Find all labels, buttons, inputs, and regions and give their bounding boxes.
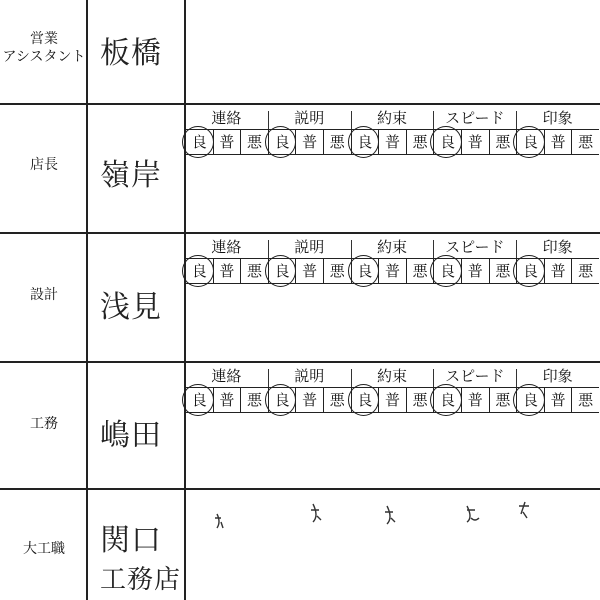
grade-cell[interactable]: 良 [185,130,213,154]
selection-circle [182,255,214,287]
grade-cell[interactable]: 悪 [240,130,268,154]
category-header: 印象 [542,367,573,385]
grade-cell[interactable]: 悪 [489,259,517,283]
grade-cell[interactable]: 良 [351,388,379,412]
role-label-line1: 店長 [30,157,58,173]
category-divider [351,369,352,389]
role-label-line1: 営業 [30,31,58,47]
category-divider [268,240,269,260]
category-header: 説明 [294,109,325,127]
grade-cell[interactable]: 普 [544,130,572,154]
category-divider [516,240,517,260]
row-divider [0,488,600,490]
grade-cell[interactable]: 普 [461,259,489,283]
grade-cell[interactable]: 悪 [489,130,517,154]
grade-cell[interactable]: 良 [185,259,213,283]
grade-cell[interactable]: 普 [378,130,406,154]
grade-cell[interactable]: 普 [378,388,406,412]
category-header: 約束 [376,109,407,127]
grade-cell[interactable]: 良 [268,130,296,154]
category-divider [516,111,517,131]
category-divider [351,240,352,260]
category-divider [516,369,517,389]
rating-grid [185,107,599,153]
selection-circle [513,126,545,158]
rating-grid [185,236,599,282]
category-divider [268,369,269,389]
category-header: 説明 [294,238,325,256]
handwritten-name [100,28,162,72]
category-header: スピード [445,109,505,127]
selection-circle [182,126,214,158]
grade-cells-row [185,129,599,155]
grade-cell[interactable]: 普 [378,259,406,283]
grade-cell[interactable]: 普 [295,259,323,283]
grade-cell[interactable]: 普 [544,388,572,412]
grade-cell[interactable]: 普 [461,388,489,412]
category-header: 印象 [542,238,573,256]
selection-circle [265,126,297,158]
name-text: 関口 [100,523,162,558]
role-label-line1: 設計 [30,287,58,303]
grade-cells-row [185,387,599,413]
rating-grid [185,365,599,411]
selection-circle [348,384,380,416]
grade-cell[interactable]: 普 [461,130,489,154]
grade-cell[interactable]: 良 [516,388,544,412]
row-divider [0,232,600,234]
grade-cell[interactable]: 良 [268,259,296,283]
grade-cell[interactable]: 良 [433,388,461,412]
name-text: 嶋田 [100,418,162,453]
selection-circle [430,255,462,287]
selection-circle [430,126,462,158]
category-divider [433,111,434,131]
grade-cell[interactable]: 悪 [489,388,517,412]
grade-cell[interactable]: 悪 [406,130,434,154]
role-label [2,540,86,558]
grade-cell[interactable]: 良 [433,259,461,283]
role-label [2,286,86,304]
name-text-line2: 工務店 [100,565,182,595]
handwritten-name [100,282,162,326]
grade-cell[interactable]: 悪 [406,259,434,283]
category-divider [433,240,434,260]
category-header: 連絡 [211,238,242,256]
row-divider [0,103,600,105]
handwritten-marks [205,500,535,540]
grade-cell[interactable]: 良 [268,388,296,412]
grade-cell[interactable]: 普 [213,259,241,283]
category-header: 約束 [376,238,407,256]
category-divider [351,111,352,131]
selection-circle [348,255,380,287]
selection-circle [182,384,214,416]
grade-cell[interactable]: 悪 [571,388,599,412]
role-label-line1: 大工職 [23,541,65,557]
row-divider [0,361,600,363]
grade-cell[interactable]: 普 [213,130,241,154]
category-header: 連絡 [211,367,242,385]
grade-cell[interactable]: 良 [351,130,379,154]
column-divider [184,0,186,600]
grade-cell[interactable]: 普 [295,130,323,154]
role-label-line1: 工務 [30,416,58,432]
selection-circle [348,126,380,158]
name-text: 板橋 [100,36,162,71]
handwritten-name [100,410,162,454]
role-label [2,156,86,174]
role-label [2,415,86,433]
grade-cell[interactable]: 悪 [323,130,351,154]
category-header: 印象 [542,109,573,127]
grade-cell[interactable]: 悪 [323,259,351,283]
handwritten-name [100,515,181,596]
grade-cell[interactable]: 悪 [240,259,268,283]
grade-cell[interactable]: 普 [213,388,241,412]
grade-cell[interactable]: 普 [295,388,323,412]
selection-circle [513,255,545,287]
grade-cell[interactable]: 良 [516,259,544,283]
category-header: スピード [445,238,505,256]
category-header: スピード [445,367,505,385]
grade-cell[interactable]: 良 [351,259,379,283]
category-header: 連絡 [211,109,242,127]
category-header: 約束 [376,367,407,385]
grade-cell[interactable]: 悪 [323,388,351,412]
column-divider [86,0,88,600]
grade-cells-row [185,258,599,284]
grade-cell[interactable]: 普 [544,259,572,283]
role-label-line2: アシスタント [2,49,86,65]
grade-cell[interactable]: 良 [516,130,544,154]
category-header: 説明 [294,367,325,385]
selection-circle [430,384,462,416]
grade-cell[interactable]: 良 [433,130,461,154]
selection-circle [513,384,545,416]
category-divider [268,111,269,131]
grade-cell[interactable]: 悪 [571,259,599,283]
grade-cell[interactable]: 悪 [240,388,268,412]
grade-cell[interactable]: 良 [185,388,213,412]
selection-circle [265,384,297,416]
category-divider [433,369,434,389]
name-text: 嶺岸 [100,158,162,193]
selection-circle [265,255,297,287]
name-text: 浅見 [100,290,162,325]
handwritten-name [100,150,162,194]
grade-cell[interactable]: 悪 [406,388,434,412]
role-label [2,30,86,66]
grade-cell[interactable]: 悪 [571,130,599,154]
